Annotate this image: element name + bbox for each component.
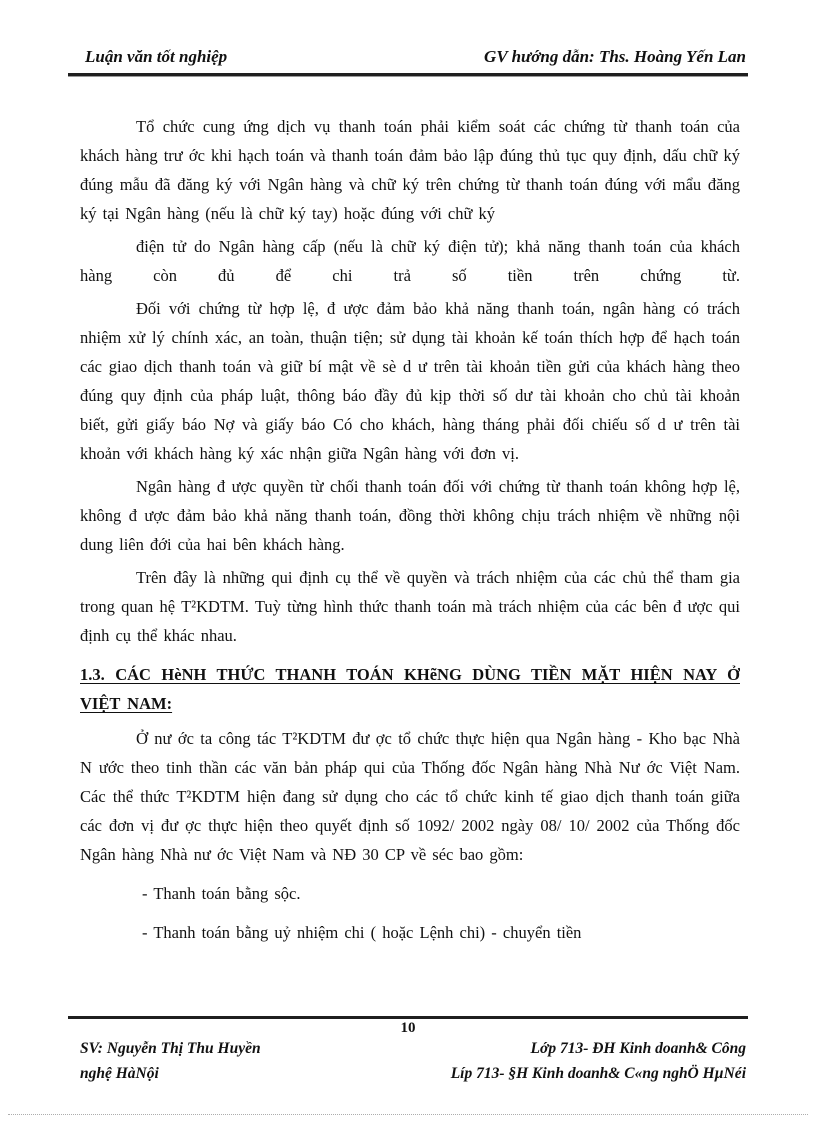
footer-row (80, 1036, 746, 1061)
paragraph: Trên đây là những qui định cụ thể về quyền và trách nhiệm của các chủ thể tham gia trong quan hệ T²KDTM. Tuỳ từng hình thức thanh toán mà trách nhiệm của các bên đ ược qui định cụ thể khác nhau. (80, 568, 740, 645)
footer-row (80, 1061, 746, 1086)
list-item: - Thanh toán bằng uỷ nhiệm chi ( hoặc Lệnh chi) - chuyển tiền (142, 923, 582, 942)
page-number: 10 (400, 1020, 416, 1032)
document-body (80, 112, 740, 1015)
footer-student-name: SV: Nguyễn Thị Thu Huyền (80, 1040, 261, 1057)
paragraph: Tổ chức cung ứng dịch vụ thanh toán phải kiểm soát các chứng từ thanh toán của khách hàng trư ớc khi hạch toán và thanh toán đảm bảo lập đúng thủ tục quy định, dấu chữ ký đúng mẫu đã đăng ký với Ngân hàng và chữ ký trên chứng từ thanh toán đúng với mẩu đăng ký tại Ngân hàng (nếu là chữ ký tay) hoặc đúng với chữ ký (80, 117, 740, 223)
document-header (85, 46, 746, 68)
paragraph: Đối với chứng từ hợp lệ, đ ược đảm bảo khả năng thanh toán, ngân hàng có trách nhiệm xử lý chính xác, an toàn, thuận tiện; sử dụng tài khoản kế toán thích hợp để hạch toán các giao dịch thanh toán và giữ bí mật về sè d ư trên tài khoản tiền gửi của khách hàng theo đúng quy định của pháp luật, thông báo đầy đủ kịp thời số dư tài khoản cho chủ tài khoản biết, gửi giấy báo Nợ và giấy báo Có cho khách, hàng tháng phải đối chiếu số d ư trên tài khoản với khách hàng ký xác nhận giữa Ngân hàng với đơn vị. (80, 299, 740, 463)
paragraph: Ở nư ớc ta công tác T²KDTM đư ợc tổ chức thực hiện qua Ngân hàng - Kho bạc Nhà N ước theo tinh thần các văn bản pháp qui của Thống đốc Ngân hàng Nhà Nư ớc Việt Nam. Các thể thức T²KDTM hiện đang sử dụng cho các tổ chức kinh tế giao dịch thanh toán giữa các đơn vị đư ợc thực hiện theo quyết định số 1092/ 2002 ngày 08/ 10/ 2002 của Thống đốc Ngân hàng Nhà nư ớc Việt Nam và NĐ 30 CP về séc bao gồm: (80, 729, 740, 864)
section-heading: 1.3. CÁC HèNH THỨC THANH TOÁN KHẽNG DÙNG TIỀN MẶT HIỆN NAY Ở VIỆT NAM: (80, 665, 740, 713)
header-left-title: Luận văn tốt nghiệp (85, 47, 228, 66)
footer-class-text-alt: Líp 713- §H Kinh doanh& C«ng nghÖ HµNéi (450, 1065, 746, 1082)
footer-rule (68, 1016, 748, 1019)
list-item: - Thanh toán bằng sộc. (142, 884, 301, 903)
footer-student-name-cont: nghệ HàNội (80, 1065, 159, 1082)
footer-class-text: Lớp 713- ĐH Kinh doanh& Công (530, 1040, 746, 1057)
paragraph: điện tử do Ngân hàng cấp (nếu là chữ ký điện tử); khả năng thanh toán của khách hàng còn đủ để chi trả số tiền trên chứng từ. (80, 237, 740, 285)
bottom-dotted-line (8, 1114, 808, 1115)
header-rule (68, 73, 748, 76)
document-footer (80, 1036, 746, 1086)
paragraph: Ngân hàng đ ược quyền từ chối thanh toán đối với chứng từ thanh toán không hợp lệ, không đ ược đảm bảo khả năng thanh toán, đồng thời không chịu trách nhiệm về những nội dung liên đới của hai bên khách hàng. (80, 477, 740, 554)
header-right-supervisor: GV hướng dẫn: Ths. Hoàng Yến Lan (484, 47, 746, 66)
